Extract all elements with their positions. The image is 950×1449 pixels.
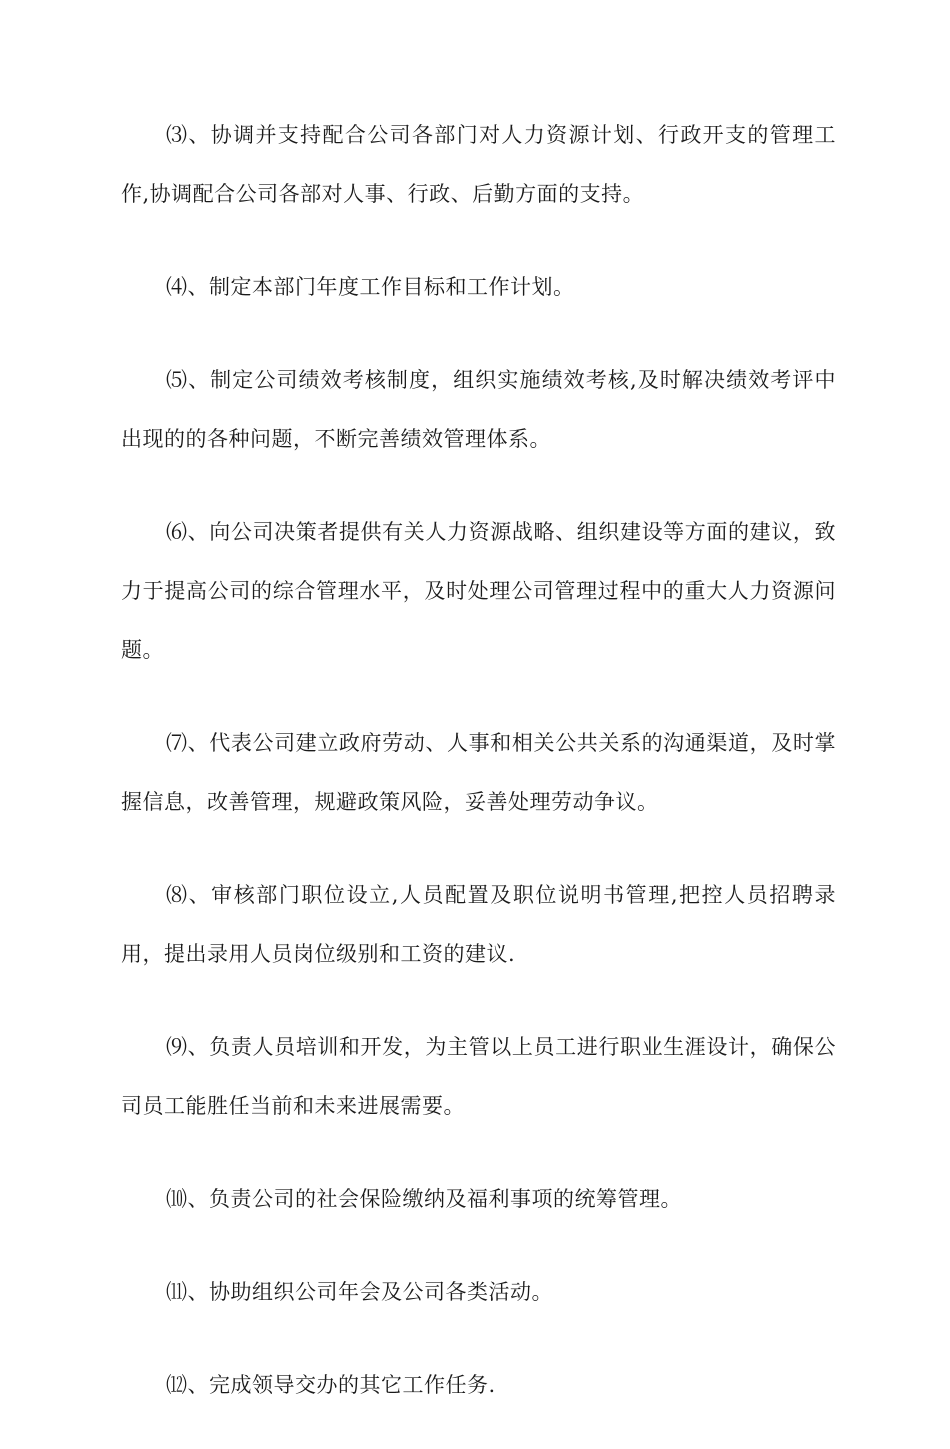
paragraph-item-11: ⑾、协助组织公司年会及公司各类活动。 <box>166 1280 553 1304</box>
paragraph-item-5: ⑸、制定公司绩效考核制度，组织实施绩效考核,及时解决绩效考评中出现的的各种问题，不断完善绩效管理体系。 <box>121 368 836 451</box>
paragraph-item-7: ⑺、代表公司建立政府劳动、人事和相关公共关系的沟通渠道，及时掌握信息，改善管理，规避政策风险，妥善处理劳动争议。 <box>121 731 836 814</box>
paragraph-item-8: ⑻、审核部门职位设立,人员配置及职位说明书管理,把控人员招聘录用，提出录用人员岗位级别和工资的建议. <box>121 883 836 966</box>
paragraph-item-12: ⑿、完成领导交办的其它工作任务. <box>166 1373 496 1397</box>
paragraph-item-9: ⑼、负责人员培训和开发，为主管以上员工进行职业生涯设计，确保公司员工能胜任当前和未来进展需要。 <box>121 1035 836 1118</box>
paragraph-item-4: ⑷、制定本部门年度工作目标和工作计划。 <box>166 275 575 299</box>
document-body <box>121 106 836 1449</box>
paragraph-item-3: ⑶、协调并支持配合公司各部门对人力资源计划、行政开支的管理工作,协调配合公司各部对人事、行政、后勤方面的支持。 <box>121 123 836 206</box>
paragraph-item-10: ⑽、负责公司的社会保险缴纳及福利事项的统筹管理。 <box>166 1187 682 1211</box>
paragraph-item-6: ⑹、向公司决策者提供有关人力资源战略、组织建设等方面的建议，致力于提高公司的综合管理水平，及时处理公司管理过程中的重大人力资源问题。 <box>121 520 836 662</box>
